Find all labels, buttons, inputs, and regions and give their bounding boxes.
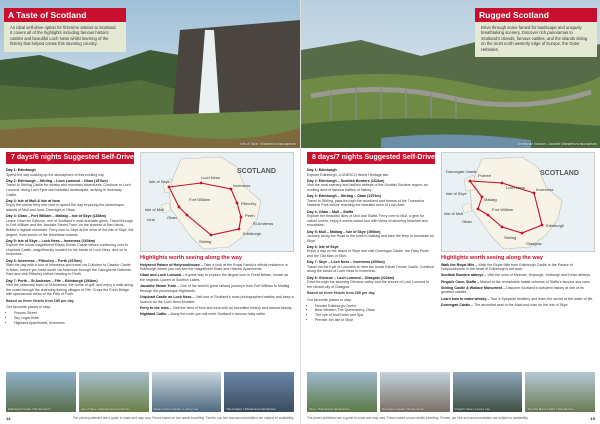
right-photo-strip	[307, 372, 595, 412]
right-stays-list	[307, 304, 435, 322]
highlight-item: Scottish Borders abbeys – Visit the ruins of Melrose, Dryburgh, Jedburgh and Kelso abbeys.	[441, 273, 591, 278]
scotland-map-graphic	[442, 153, 594, 251]
left-intro-box	[4, 8, 126, 52]
itinerary-day: Day 2: Edinburgh – Stirling – Loch Lomond – Oban (157km) Travel to Stirling Castle for whisky and mountain adventures. Continue to Loch Lomond, along Loch Fyne and beautiful landscapes, arriving in Inveraray Castle.	[6, 178, 131, 197]
left-photo-strip	[6, 372, 294, 412]
map-label: Isle of Mull	[145, 207, 165, 212]
highlight-item: Jacobite Steam Train – One of the world's great railway journeys from Fort William to Mallaig through the picturesque Highlands.	[140, 284, 290, 293]
map-label: Stirling	[504, 235, 517, 240]
list-item: • Novotel Edinburgh Centre	[315, 304, 435, 309]
left-highlights-title: Highlights worth seeing along the way	[140, 255, 242, 261]
list-item: • Sky Legal Hotel	[14, 316, 134, 321]
itinerary-day: Day 6: Inverness – Pitlochry – Perth (257km) Start the day with a tour of Inverness and travel via Culloden to Cawdor Castle in Nairn, before you head south via Aviemore through the Cairngorms National Park and visit Pitlochry before heading to Perth.	[6, 258, 131, 277]
right-footer	[307, 416, 595, 421]
left-route-map	[140, 152, 294, 252]
itinerary-day: Day 5: Isle of Skye – Loch Ness – Inverness (160km) Explore the iconic magnificent Eilean Donan Castle before continuing over to Urquhart Castle, magnificently located on the banks of Loch Ness, and on to Inverness.	[6, 238, 129, 257]
map-label: Fort William	[189, 197, 211, 202]
map-label: Oban	[167, 215, 177, 220]
photo-thumbnail: Dunvegan Castle / Shutterstock	[380, 372, 450, 412]
map-title: SCOTLAND	[540, 170, 579, 177]
right-page	[300, 0, 600, 424]
highlight-item: Oban and Loch Lomond – A great way to explore the largest loch in Great Britain, known as the majestic Queen of Scottish Lakes.	[140, 273, 289, 282]
right-intro-body: Drive through some famed for landscape and uniquely breathtaking scenery. Discover rich panoramas to Scotland's islands, famous castles, and the islands sitting on the most north westerly edge of Europe, the Outer Hebrides.	[481, 25, 588, 52]
map-label: Fort William	[492, 207, 514, 212]
map-label: Edinburgh	[243, 231, 262, 236]
left-stays-list	[6, 311, 134, 325]
itinerary-day: Day 4: Oban – Mull – Staffa Explore the beautiful Isles of Mull and Staffa. Ferry over to Mull, a gem for nature lovers, enjoy a scenic island tour with views of stunning beaches and mountains.	[307, 209, 428, 228]
map-label: Isle of Mull	[444, 211, 464, 216]
map-label: Loch Ness	[201, 175, 220, 180]
map-label: Edinburgh	[546, 223, 565, 228]
itinerary-day: Day 6: Isle of Skye Enjoy a day on the island of Skye and visit Dunvegan Castle, the Fairy Pools and the Old Man of Storr.	[307, 244, 429, 259]
list-item: • Princes Street	[14, 311, 134, 316]
map-title: SCOTLAND	[237, 168, 276, 175]
left-intro-body: An ideal self-drive option for first-time visitors to Scotland. It covers all of the highlights including famous historic castles and beautiful Loch Ness whilst learning of the history that helped create this stunning country.	[10, 25, 117, 47]
left-price-subtitle: Our favourite places to stay:	[6, 305, 51, 310]
itinerary-day: Day 7: Perth – St Andrews – Fife – Edinburgh (154km) Visit the university town of St Andrews, the home of golf, and enjoy a walk along the coast through the charming fishing villages of Fife. Cross the Forth Bridge with spectacular views of the Firth of Forth.	[6, 278, 133, 297]
highlight-item: Holyrood Palace of Holyroodhouse – Take a look at the Royal Family's official residence in Edinburgh where you can see the magnificent State and Historic Apartments.	[140, 262, 288, 272]
map-label: Pitlochry	[241, 201, 257, 206]
map-label: Iona	[147, 217, 155, 222]
left-price-title: Based on three Hotels from £89 per day	[6, 299, 74, 303]
itinerary-day: Day 3: Isle of Mull & Isle of Iona Enjoy the scenic ferry ride over to spend the day exploring the picturesque islands of Mull and Iona. Overnight in Oban.	[6, 198, 125, 212]
right-highlights	[441, 256, 595, 309]
list-item: • The Isle of Mull Hotel and Spa	[315, 313, 435, 318]
photo-thumbnail: Edinburgh Castle / Shutterstock	[6, 372, 76, 412]
highlight-item: Learn how to make whisky – Tour a Speyside distillery and learn the secret of the water of life.	[441, 296, 594, 301]
map-label: Oban	[462, 219, 472, 224]
map-label: Mallaig	[484, 197, 497, 202]
map-label: Stirling	[199, 239, 212, 244]
list-item: • Highland Aparthotels, Inverness	[14, 321, 134, 326]
highlight-item: Ferry to the Isles – Visit the Isles of Mull and Iona with an incredible history and natural beauty.	[140, 305, 293, 310]
itinerary-day: Day 7: Skye – Loch Ness – Inverness (200km) Travel via the Kyle of Lochalsh to view the iconic Eilean Donan Castle. Continue along the banks of Loch Ness to Inverness.	[307, 260, 435, 274]
map-label: St Andrews	[253, 221, 274, 226]
map-label: Isle of Skye	[446, 191, 467, 196]
left-banner-photo	[0, 0, 300, 148]
scotland-map-graphic	[141, 153, 293, 251]
map-label: Perth	[245, 213, 255, 218]
photo-thumbnail: Isle of Skye / Wanderlust Istockphoto	[79, 372, 149, 412]
photo-thumbnail: Skye / Wanderlust Istockphoto	[307, 372, 377, 412]
photo-thumbnail: Eilean Donan Castle / Luxury Lau	[152, 372, 222, 412]
map-label: Portree	[478, 173, 492, 178]
right-section-title: 8 days/7 nights Suggested Self-Drive	[307, 152, 435, 164]
highlight-item: Fingal's Cave, Staffa – Marvel at the remarkable basalt columns of Staffa's famous sea cave.	[441, 279, 591, 284]
right-banner-caption: Glenfinnan Viaduct / Jacobite Wanderlust Istockphoto	[516, 142, 597, 146]
photo-thumbnail: The Kelpies / Wanderlust Istockphoto	[224, 372, 294, 412]
map-label: Isle of Skye	[149, 179, 170, 184]
footer-note: The prices published are a guide to costs and may vary. Prices based on two adults travelling. Ferries, car hire and accommodation are subject to availability.	[307, 416, 529, 420]
left-section-title: 7 days/6 nights Suggested Self-Drive	[6, 152, 134, 164]
highlight-item: Dunvegan Castle – The ancestral seat of the MacLeod clan on the Isle of Skye.	[441, 302, 569, 307]
itinerary-day: Day 1: Edinburgh Explore Edinburgh, a UNESCO World Heritage site.	[307, 168, 390, 177]
right-highlights-title: Highlights worth seeing along the way	[441, 255, 543, 261]
page-number: 15	[590, 416, 595, 421]
left-highlights	[140, 256, 294, 318]
map-label: Loch Ness	[506, 185, 525, 190]
list-item: • Premier Inn Isle of Skye	[315, 318, 435, 323]
highlight-item: Highland Cattle – Along the route you will meet Scotland's famous hairy cattle.	[140, 311, 266, 316]
right-itinerary	[307, 168, 435, 322]
map-label: Glasgow	[526, 241, 542, 246]
itinerary-day: Day 5: Mull – Mallaig – Isle of Skye (190km) Journey along the Road to the Isles to Mallaig and take the ferry to Armadale on Skye.	[307, 229, 435, 243]
itinerary-day: Day 4: Oban – Fort William – Mallaig – Isle of Skye (183km) Leave Oban for Glencoe, one of Scotland's most dramatic glens. Travel through to Fort William and the Jacobite Steam Train, on the shadow of Ben Nevis, Britain's highest mountain. Ferry over to Skye at the ends of the isle of Skye, the largest, most scenic of the Hebridean islands.	[6, 214, 134, 237]
right-price-subtitle: Our favourite places to stay:	[307, 297, 352, 302]
highlight-item: Walk the Royal Mile – Walk the Royal Mile from Edinburgh Castle to the Palace of Holyroodhouse in the heart of Edinburgh's old town.	[441, 262, 573, 272]
right-intro-box	[475, 8, 597, 57]
photo-thumbnail: Fingal's Cave / Luxury Lau	[453, 372, 523, 412]
left-intro-title: A Taste of Scotland	[4, 8, 126, 22]
map-label: Inverness	[233, 183, 251, 188]
left-footer	[6, 416, 294, 421]
highlight-item: Stirling Castle & Wallace Monument – Discover Scotland's turbulent history at one of its greatest castles.	[441, 285, 584, 295]
right-price-title: Based on three Hotels from £89 per day	[307, 291, 375, 296]
left-banner-caption: Isle of Skye / Wanderlust Istockphoto	[240, 142, 296, 146]
right-banner-photo	[301, 0, 600, 148]
itinerary-day: Day 3: Edinburgh – Stirling – Oban (197km) Travel to Stirling, pass through the woodland and forests of the Trossachs National Park before reaching the beautiful town of Loch Awe.	[307, 194, 425, 208]
map-label: Dunvegan Castle	[446, 169, 477, 174]
highlight-item: Urquhart Castle on Loch Ness – Visit one of Scotland's most photographed castles and keep a lookout for the Loch Ness Monster.	[140, 294, 294, 304]
itinerary-day: Day 2: Edinburgh – Scottish Borders (162km) Visit the rural scenery and historic abbeys of the Scottish Borders region, an exciting area of famous battles of history.	[307, 178, 428, 192]
right-route-map	[441, 152, 595, 252]
footer-note: The prices published are a guide to costs and may vary. Prices based on two adults travelling. Ferries, car hire and accommodation are subject to availability.	[72, 416, 294, 420]
left-itinerary	[6, 168, 134, 325]
map-label: Inverness	[536, 187, 554, 192]
itinerary-day: Day 8: Glencoe – Loch Lomond – Glasgow (222km) Drive through the stunning Glencoe valley and the shores of Loch Lomond to the vibrant city of Glasgow.	[307, 275, 430, 289]
page-number: 14	[6, 416, 11, 421]
itinerary-day: Day 1: Edinburgh Spend the day soaking up the atmosphere of this exciting city.	[6, 168, 105, 177]
right-intro-title: Rugged Scotland	[475, 8, 597, 22]
photo-thumbnail: The Old Man of Storr / Wanderlust	[525, 372, 595, 412]
list-item: • Best Western The Queensferry, Oban	[315, 308, 435, 313]
